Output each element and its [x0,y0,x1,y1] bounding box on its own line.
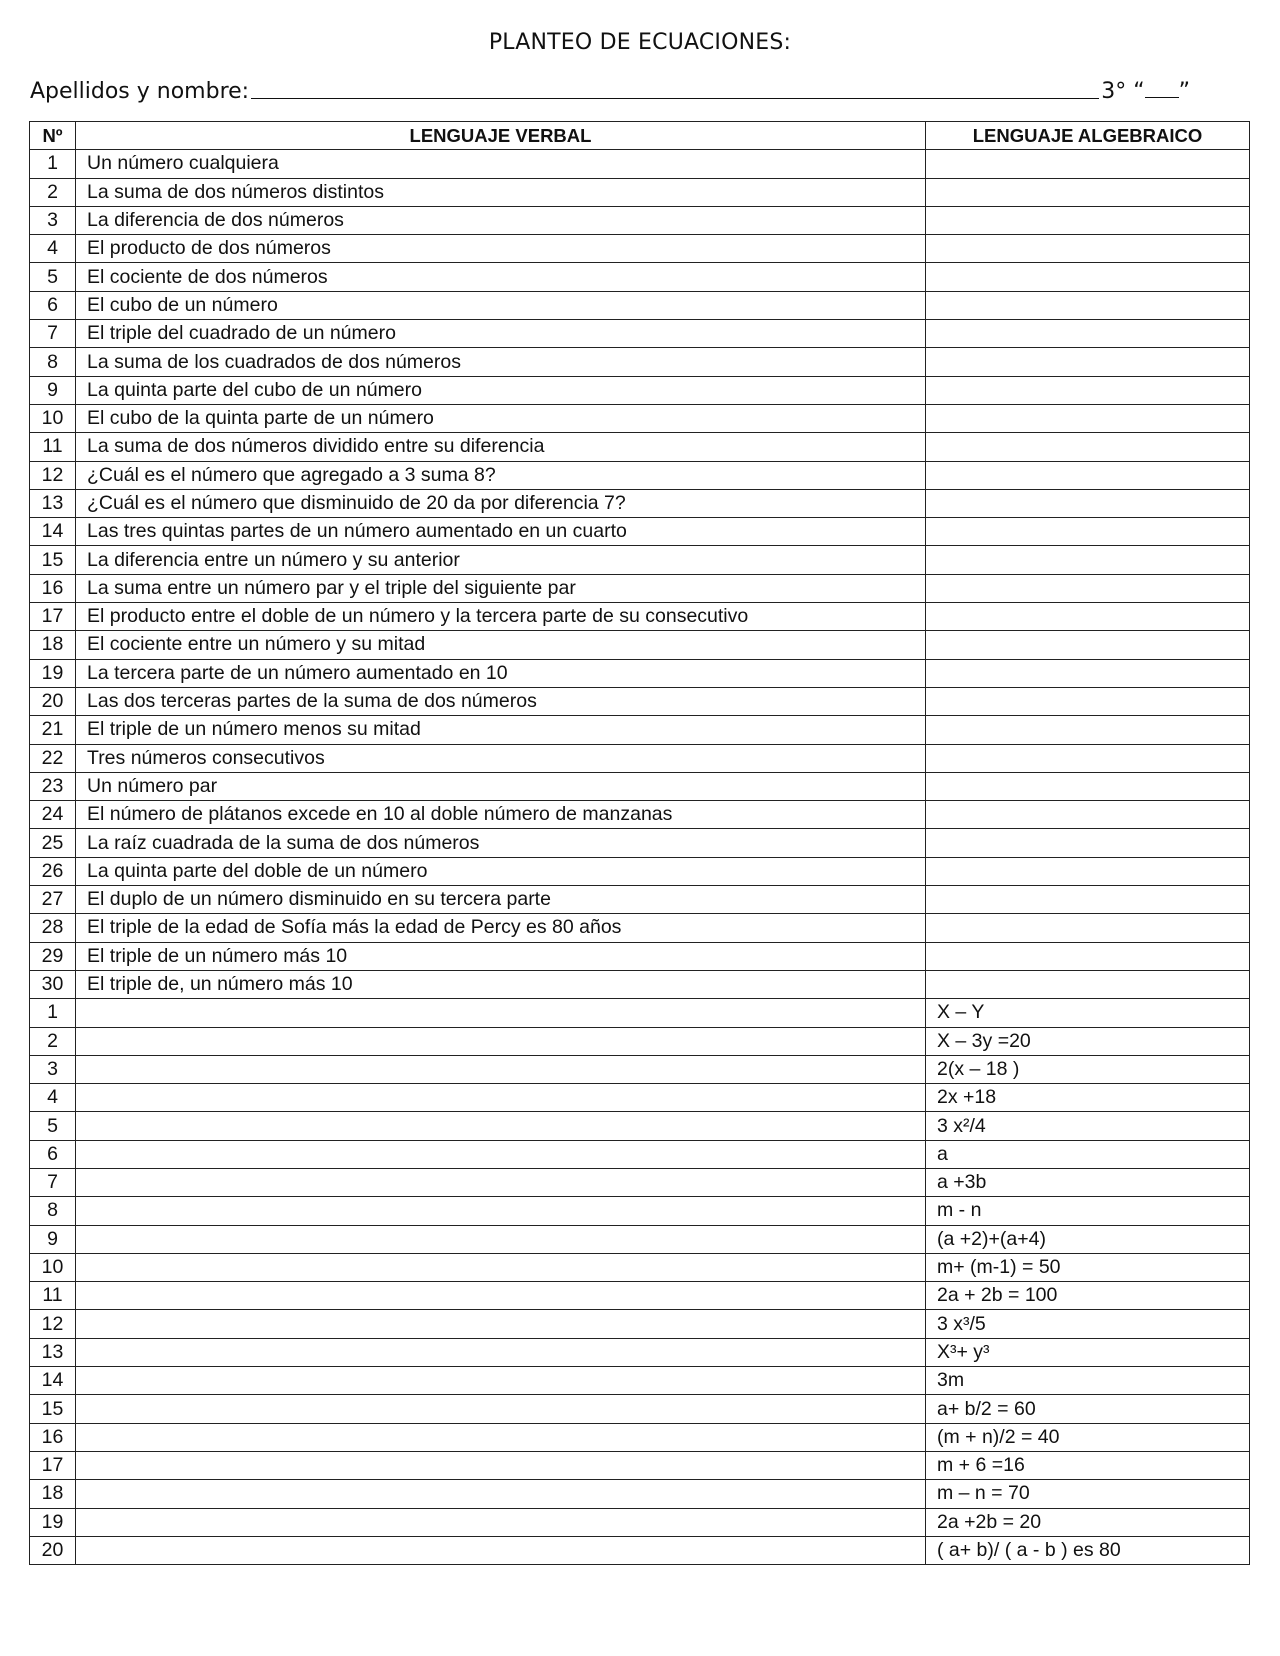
algebraic-cell [926,433,1250,461]
table-row [30,1112,1250,1140]
verbal-cell [76,1282,926,1310]
row-number: 16 [30,1423,76,1451]
algebraic-cell: 3 x³/5 [926,1310,1250,1338]
equations-table [29,121,1250,1565]
verbal-cell [76,1055,926,1083]
table-row [30,970,1250,998]
verbal-cell [76,1197,926,1225]
verbal-cell: El producto entre el doble de un número y la tercera parte de su consecutivo [76,603,926,631]
row-number: 4 [30,235,76,263]
verbal-cell: El triple de un número más 10 [76,942,926,970]
row-number: 15 [30,1395,76,1423]
verbal-cell: La diferencia de dos números [76,206,926,234]
table-row [30,1197,1250,1225]
table-row [30,433,1250,461]
row-number: 12 [30,461,76,489]
row-number: 14 [30,1367,76,1395]
table-row [30,574,1250,602]
verbal-cell [76,999,926,1027]
algebraic-cell [926,659,1250,687]
grade-prefix: 3° “ [1101,79,1145,104]
table-row [30,857,1250,885]
verbal-cell: El número de plátanos excede en 10 al doble número de manzanas [76,801,926,829]
verbal-cell: El duplo de un número disminuido en su tercera parte [76,886,926,914]
algebraic-cell: X – Y [926,999,1250,1027]
row-number: 25 [30,829,76,857]
table-row [30,1451,1250,1479]
row-number: 9 [30,1225,76,1253]
verbal-cell: La quinta parte del doble de un número [76,857,926,885]
algebraic-cell [926,970,1250,998]
algebraic-cell [926,348,1250,376]
row-number: 21 [30,716,76,744]
table-row [30,772,1250,800]
table-row [30,659,1250,687]
row-number: 17 [30,1451,76,1479]
verbal-cell [76,1140,926,1168]
algebraic-cell [926,603,1250,631]
verbal-cell [76,1395,926,1423]
algebraic-cell: (m + n)/2 = 40 [926,1423,1250,1451]
verbal-cell: El cubo de la quinta parte de un número [76,404,926,432]
verbal-cell: El triple de un número menos su mitad [76,716,926,744]
verbal-cell: ¿Cuál es el número que agregado a 3 suma 8? [76,461,926,489]
row-number: 20 [30,1536,76,1564]
row-number: 6 [30,291,76,319]
table-row [30,1282,1250,1310]
verbal-cell: Las dos terceras partes de la suma de dos números [76,687,926,715]
verbal-cell: La tercera parte de un número aumentado en 10 [76,659,926,687]
row-number: 18 [30,1480,76,1508]
row-number: 2 [30,1027,76,1055]
table-row [30,1084,1250,1112]
table-row [30,999,1250,1027]
table-row [30,320,1250,348]
algebraic-cell: m – n = 70 [926,1480,1250,1508]
algebraic-cell [926,489,1250,517]
row-number: 27 [30,886,76,914]
row-number: 7 [30,1168,76,1196]
row-number: 15 [30,546,76,574]
algebraic-cell [926,206,1250,234]
row-number: 11 [30,1282,76,1310]
algebraic-cell [926,150,1250,178]
verbal-cell: ¿Cuál es el número que disminuido de 20 da por diferencia 7? [76,489,926,517]
row-number: 13 [30,1338,76,1366]
row-number: 2 [30,178,76,206]
page-title: PLANTEO DE ECUACIONES: [488,30,792,55]
row-number: 3 [30,206,76,234]
algebraic-cell [926,518,1250,546]
name-label: Apellidos y nombre: [30,79,250,104]
algebraic-cell: X³+ y³ [926,1338,1250,1366]
row-number: 7 [30,320,76,348]
table-header-row [30,122,1250,150]
column-header-algebraic: LENGUAJE ALGEBRAICO [926,122,1250,150]
verbal-cell: Tres números consecutivos [76,744,926,772]
table-row [30,206,1250,234]
verbal-cell: La suma de dos números distintos [76,178,926,206]
algebraic-cell [926,914,1250,942]
name-blank-line [251,74,1099,99]
row-number: 1 [30,999,76,1027]
algebraic-cell: a+ b/2 = 60 [926,1395,1250,1423]
verbal-cell [76,1168,926,1196]
algebraic-cell: 2(x – 18 ) [926,1055,1250,1083]
verbal-cell [76,1253,926,1281]
row-number: 14 [30,518,76,546]
algebraic-cell [926,291,1250,319]
row-number: 4 [30,1084,76,1112]
algebraic-cell [926,716,1250,744]
algebraic-cell [926,829,1250,857]
algebraic-cell [926,320,1250,348]
algebraic-cell: X – 3y =20 [926,1027,1250,1055]
verbal-cell [76,1508,926,1536]
student-info-line [30,74,1200,104]
table-row [30,461,1250,489]
table-row [30,1508,1250,1536]
column-header-number: Nº [30,122,76,150]
algebraic-cell [926,772,1250,800]
table-row [30,235,1250,263]
verbal-cell [76,1225,926,1253]
row-number: 23 [30,772,76,800]
row-number: 12 [30,1310,76,1338]
column-header-verbal: LENGUAJE VERBAL [76,122,926,150]
table-row [30,1027,1250,1055]
table-row [30,1536,1250,1564]
grade-field [1101,77,1190,104]
row-number: 16 [30,574,76,602]
row-number: 19 [30,659,76,687]
verbal-cell: El cociente entre un número y su mitad [76,631,926,659]
verbal-cell: Un número cualquiera [76,150,926,178]
table-row [30,801,1250,829]
row-number: 28 [30,914,76,942]
algebraic-cell [926,801,1250,829]
verbal-cell: La quinta parte del cubo de un número [76,376,926,404]
row-number: 17 [30,603,76,631]
verbal-cell: El triple de la edad de Sofía más la edad de Percy es 80 años [76,914,926,942]
verbal-cell: El triple del cuadrado de un número [76,320,926,348]
table-row [30,546,1250,574]
algebraic-cell: 3 x²/4 [926,1112,1250,1140]
table-row [30,1338,1250,1366]
row-number: 26 [30,857,76,885]
table-row [30,603,1250,631]
algebraic-cell [926,263,1250,291]
verbal-cell [76,1338,926,1366]
verbal-cell: La raíz cuadrada de la suma de dos números [76,829,926,857]
verbal-cell: Las tres quintas partes de un número aumentado en un cuarto [76,518,926,546]
table-row [30,942,1250,970]
table-row [30,404,1250,432]
table-row [30,348,1250,376]
table-row [30,744,1250,772]
table-row [30,291,1250,319]
algebraic-cell [926,744,1250,772]
row-number: 9 [30,376,76,404]
algebraic-cell [926,942,1250,970]
table-row [30,687,1250,715]
table-row [30,914,1250,942]
row-number: 8 [30,1197,76,1225]
row-number: 11 [30,433,76,461]
algebraic-cell [926,461,1250,489]
table-row [30,376,1250,404]
row-number: 5 [30,263,76,291]
algebraic-cell [926,886,1250,914]
table-body [30,150,1250,1565]
section-blank-line [1145,77,1179,98]
algebraic-cell: 2x +18 [926,1084,1250,1112]
row-number: 22 [30,744,76,772]
algebraic-cell [926,631,1250,659]
verbal-cell [76,1027,926,1055]
algebraic-cell [926,376,1250,404]
table-row [30,716,1250,744]
algebraic-cell [926,687,1250,715]
verbal-cell: La suma de dos números dividido entre su diferencia [76,433,926,461]
row-number: 1 [30,150,76,178]
verbal-cell: La suma de los cuadrados de dos números [76,348,926,376]
row-number: 10 [30,1253,76,1281]
table-row [30,1480,1250,1508]
algebraic-cell [926,178,1250,206]
algebraic-cell [926,574,1250,602]
table-row [30,1140,1250,1168]
algebraic-cell [926,857,1250,885]
row-number: 6 [30,1140,76,1168]
verbal-cell: El cubo de un número [76,291,926,319]
row-number: 18 [30,631,76,659]
table-row [30,1253,1250,1281]
verbal-cell [76,1112,926,1140]
table-row [30,1395,1250,1423]
table-row [30,1423,1250,1451]
algebraic-cell: a +3b [926,1168,1250,1196]
table-row [30,886,1250,914]
row-number: 29 [30,942,76,970]
verbal-cell: La diferencia entre un número y su anterior [76,546,926,574]
table-row [30,1168,1250,1196]
row-number: 20 [30,687,76,715]
algebraic-cell: m + 6 =16 [926,1451,1250,1479]
verbal-cell [76,1536,926,1564]
verbal-cell: El cociente de dos números [76,263,926,291]
row-number: 19 [30,1508,76,1536]
verbal-cell: El producto de dos números [76,235,926,263]
table-row [30,829,1250,857]
algebraic-cell: m+ (m-1) = 50 [926,1253,1250,1281]
algebraic-cell [926,404,1250,432]
grade-suffix: ” [1178,79,1190,104]
algebraic-cell: 3m [926,1367,1250,1395]
verbal-cell: La suma entre un número par y el triple del siguiente par [76,574,926,602]
verbal-cell: Un número par [76,772,926,800]
algebraic-cell: a [926,1140,1250,1168]
row-number: 8 [30,348,76,376]
algebraic-cell: (a +2)+(a+4) [926,1225,1250,1253]
table-row [30,1367,1250,1395]
row-number: 10 [30,404,76,432]
table-row [30,1310,1250,1338]
table-row [30,631,1250,659]
verbal-cell [76,1084,926,1112]
row-number: 30 [30,970,76,998]
verbal-cell [76,1423,926,1451]
table-row [30,150,1250,178]
row-number: 13 [30,489,76,517]
verbal-cell [76,1480,926,1508]
table-row [30,178,1250,206]
algebraic-cell: ( a+ b)/ ( a - b ) es 80 [926,1536,1250,1564]
table-row [30,1055,1250,1083]
row-number: 24 [30,801,76,829]
row-number: 3 [30,1055,76,1083]
verbal-cell [76,1367,926,1395]
table-row [30,1225,1250,1253]
algebraic-cell [926,235,1250,263]
table-row [30,263,1250,291]
algebraic-cell: 2a + 2b = 100 [926,1282,1250,1310]
table-row [30,489,1250,517]
verbal-cell [76,1451,926,1479]
table-row [30,518,1250,546]
row-number: 5 [30,1112,76,1140]
verbal-cell [76,1310,926,1338]
verbal-cell: El triple de, un número más 10 [76,970,926,998]
algebraic-cell: 2a +2b = 20 [926,1508,1250,1536]
algebraic-cell: m - n [926,1197,1250,1225]
algebraic-cell [926,546,1250,574]
